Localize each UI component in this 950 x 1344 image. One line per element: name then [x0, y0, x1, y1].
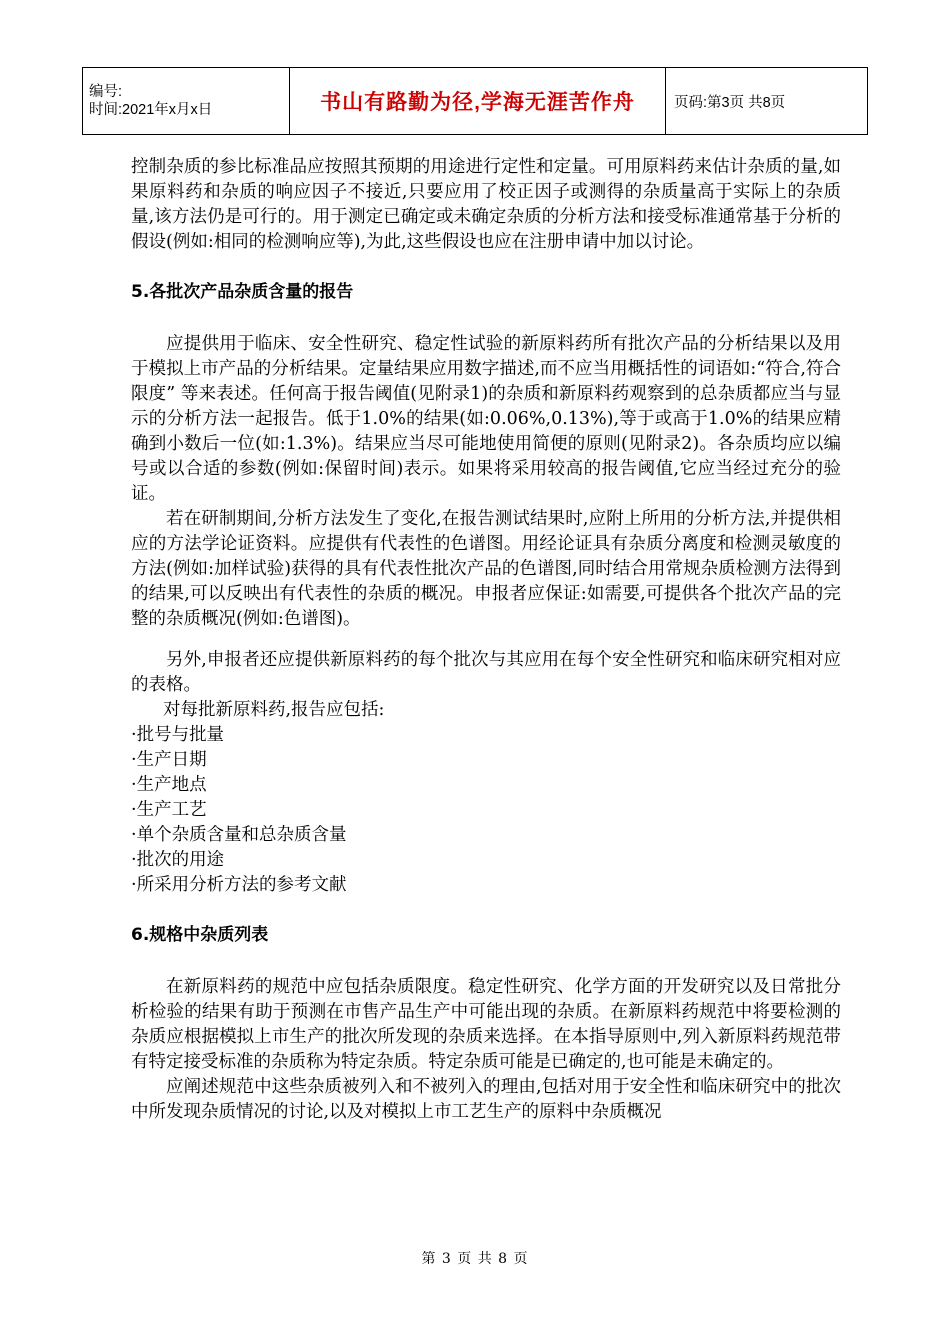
paragraph: 应阐述规范中这些杂质被列入和不被列入的理由,包括对用于安全性和临床研究中的批次中所发现杂质情况的讨论,以及对模拟上市工艺生产的原料中杂质概况 — [131, 1077, 841, 1122]
document-date-label: 时间:2021年x月x日 — [89, 102, 213, 118]
header-page-number: 页码:第3页 共8页 — [666, 68, 868, 135]
list-item: ·批号与批量 — [131, 725, 225, 745]
page-header — [82, 67, 868, 135]
list-item: ·生产地点 — [131, 775, 207, 795]
header-meta — [83, 68, 290, 135]
section-heading: 5.各批次产品杂质含量的报告 — [131, 282, 354, 302]
report-items-list — [131, 723, 841, 898]
paragraph: 在新原料药的规范中应包括杂质限度。稳定性研究、化学方面的开发研究以及日常批分析检验的结果有助于预测在市售产品生产中可能出现的杂质。在新原料药规范中将要检测的杂质应根据模拟上市生产的批次所发现的杂质来选择。在本指导原则中,列入新原料药规范带有特定接受标准的杂质称为特定杂质。特定杂质可能是已确定的,也可能是未确定的。 — [131, 977, 841, 1072]
paragraph: 若在研制期间,分析方法发生了变化,在报告测试结果时,应附上所用的分析方法,并提供相应的方法学论证资料。应提供有代表性的色谱图。用经论证具有杂质分离度和检测灵敏度的方法(例如:加样试验)获得的具有代表性批次产品的色谱图,同时结合用常规杂质检测方法得到的结果,可以反映出有代表性的杂质的概况。申报者应保证:如需要,可提供各个批次产品的完整的杂质概况(例如:色谱图)。 — [131, 509, 841, 629]
header-motto: 书山有路勤为径,学海无涯苦作舟 — [290, 68, 666, 135]
paragraph: 另外,申报者还应提供新原料药的每个批次与其应用在每个安全性研究和临床研究相对应的表格。 — [131, 650, 841, 695]
list-item: ·所采用分析方法的参考文献 — [131, 875, 347, 895]
document-number-label: 编号: — [89, 84, 123, 100]
section-heading: 6.规格中杂质列表 — [131, 925, 269, 945]
list-item: ·单个杂质含量和总杂质含量 — [131, 825, 347, 845]
paragraph: 控制杂质的参比标准品应按照其预期的用途进行定性和定量。可用原料药来估计杂质的量,如果原料药和杂质的响应因子不接近,只要应用了校正因子或测得的杂质量高于实际上的杂质量,该方法仍是可行的。用于测定已确定或未确定杂质的分析方法和接受标准通常基于分析的假设(例如:相同的检测响应等),为此,这些假设也应在注册申请中加以讨论。 — [131, 157, 841, 252]
paragraph: 应提供用于临床、安全性研究、稳定性试验的新原料药所有批次产品的分析结果以及用于模拟上市产品的分析结果。定量结果应用数字描述,而不应当用概括性的词语如:“符合,符合限度” 等来表述。任何高于报告阈值(见附录1)的杂质和新原料药观察到的总杂质都应当与显示的分析方法一起报告。低于1.0%的结果(如:0.06%,0.13%),等于或高于1.0%的结果应精确到小数后一位(如:1.3%)。结果应当尽可能地使用简便的原则(见附录2)。各杂质均应以编号或以合适的参数(例如:保留时间)表示。如果将采用较高的报告阈值,它应当经过充分的验证。 — [131, 334, 841, 504]
list-item: ·生产工艺 — [131, 800, 207, 820]
list-item: ·批次的用途 — [131, 850, 225, 870]
page-footer: 第 3 页 共 8 页 — [421, 1251, 529, 1267]
list-intro: 对每批新原料药,报告应包括: — [163, 700, 385, 720]
document-body — [131, 155, 841, 1125]
list-item: ·生产日期 — [131, 750, 207, 770]
